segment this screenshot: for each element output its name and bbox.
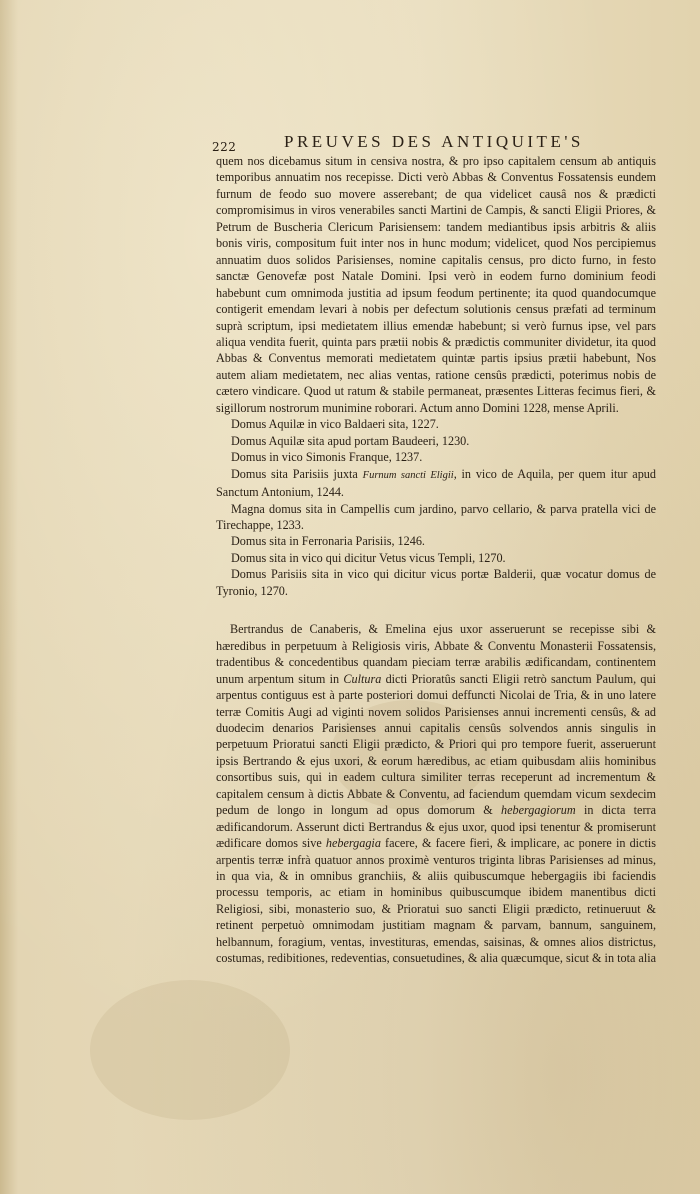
- paragraph-italic-text: Cultura: [343, 671, 382, 686]
- house-entry: Domus Aquilæ in vico Baldaeri sita, 1227.: [231, 417, 439, 432]
- house-entry: Domus sita in vico qui dicitur Vetus vicus Templi, 1270.: [231, 550, 506, 565]
- paragraph-text: Bertrandus de Canaberis, & Emelina ejus uxor asseruerunt se recepisse sibi & hæredibus in perpetuum à Religiosis viris, Abbate & Conventu Monasterii Fossatensis, tradentibus & concedentibus quandam pieciam terræ arabilis ædificandam, continentem unum arpentum situm in: [216, 622, 656, 686]
- page-number: 222: [212, 140, 237, 154]
- paragraph-gap: [216, 599, 656, 621]
- paper-stain: [90, 980, 290, 1120]
- paragraph-text: facere, & facere fieri, & implicare, ac ponere in dictis arpentis terræ infrà quatuor annos proximè venturos triginta libras Parisienses ad minus, in qua via, & in omnibus granchiis, & aliis quibuscumque hebergagiis ibi faciendis processu temporis, ac etiam in hominibus quibuscumque ibidem manentibus dicti Religiosi, sibi, monasterio suo, & Prioratui suo sancti Eligii prædicto, retinueruut & retinent perpetuò omnimodam justitiam magnam & parvam, bannum, sanguinem, helbannum, foragium, ventas, investituras, emendas, saisinas, & omnes alios districtus, costumas, redibitiones, redeventias, consuetudines, & alia quæcumque, sicut & in tota alia: [216, 836, 656, 966]
- paragraph-italic-text: hebergagiorum: [500, 803, 576, 818]
- bertrandus-paragraph: [216, 621, 656, 967]
- running-title: PREUVES DES ANTIQUITE'S: [284, 132, 584, 151]
- house-entry: Domus Parisiis sita in vico qui dicitur vicus portæ Balderii, quæ vocatur domus de Tyronio, 1270.: [216, 567, 656, 598]
- house-entry: Domus sita in Ferronaria Parisiis, 1246.: [231, 534, 425, 549]
- house-entry: Magna domus sita in Campellis cum jardino, parvo cellario, & parva pratella vici de Tirechappe, 1233.: [216, 501, 656, 532]
- house-entry: Domus in vico Simonis Franque, 1237.: [231, 450, 423, 465]
- paragraph-text: dicti Prioratûs sancti Eligii retrò sanctum Paulum, qui arpentus contiguus est à parte posteriori domui deffuncti Nicolai de Tria, & in uno latere terræ Comitis Augi ad viginti novem solidos Parisienses annui incrementi censûs, & ad duodecim denarios Parisienses annui capitalis censûs solvendos annis singulis in perpetuum Prioratui sancti Eligii prædicto, & Priori qui pro tempore fuerit, asseruerunt ipsis Bertrando & ejus uxori, & eorum hæredibus, ac etiam quibusdam aliis hominibus consortibus suis, qui in eadem cultura similiter terras receperunt ad incrementum & capitalem censum à dictis Abbate & Conventu, ad faciendum quemdam vicum sexdecim pedum de longo in longum ad opus domorum &: [216, 671, 656, 818]
- house-entry: Domus Aquilæ sita apud portam Baudeeri, 1230.: [231, 433, 470, 448]
- entry-italic-text: Furnum sancti Eligii: [362, 469, 454, 481]
- body-text: [216, 153, 656, 967]
- paragraph-italic-text: hebergagia: [325, 836, 381, 851]
- house-entry: [216, 466, 656, 501]
- paragraph-text: in dicta terra ædificandorum. Asserunt dicti Bertrandus & ejus uxor, quod ipsi tenentur & promiserunt ædificare domos sive: [216, 803, 656, 851]
- entry-text: , in vico de Aquila, per quem itur apud Sanctum Antonium, 1244.: [216, 466, 656, 500]
- charter-paragraph: quem nos dicebamus situm in censiva nostra, & pro ipso capitalem censum ab antiquis temporibus annuatim nos recepisse. Dicti verò Abbas & Conventus Fossatensis eundem furnum de feodo suo movere asserebant; de qua videlicet causâ nos & prædicti compromisimus in viros venerabiles sancti Martini de Campis, & sancti Eligii Priores, & Petrum de Buscheria Clericum Parisiensem: tandem mediantibus ipsis arbitris & aliis bonis viris, compositum fuit inter nos in hunc modum; videlicet, quod Nos percipiemus annuatim duos solidos Parisienses, nomine capitalis census, pro dicto furno, in festo sanctæ Genovefæ post Natale Domini. Ipsi verò in eodem furno dominium feodi habebunt cum omnimoda justitia ad ipsum feodum pertinente; ita quod quandocumque contigerit emendam levari à nobis per defectum solutionis census præfati ad terminum suprà scriptum, ipsi medietatem illius emendæ habebunt; si verò furnus ipse, vel pars aliqua vendita fuerit, quinta pars prætii nobis & prædictis communiter dividetur, ita quod Abbas & Conventus memorati medietatem quintæ partis ipsius prætii habebunt, Nos autem aliam medietatem, nec alias ventas, ratione censûs prædicti, poterimus nobis de cætero vindicare. Quod ut ratum & stabile permaneat, præsentes Litteras fecimus fieri, & sigillorum nostrorum munimine roborari. Actum anno Domini 1228, mense Aprili.: [216, 154, 656, 415]
- entry-text: Domus sita Parisiis juxta: [231, 466, 363, 481]
